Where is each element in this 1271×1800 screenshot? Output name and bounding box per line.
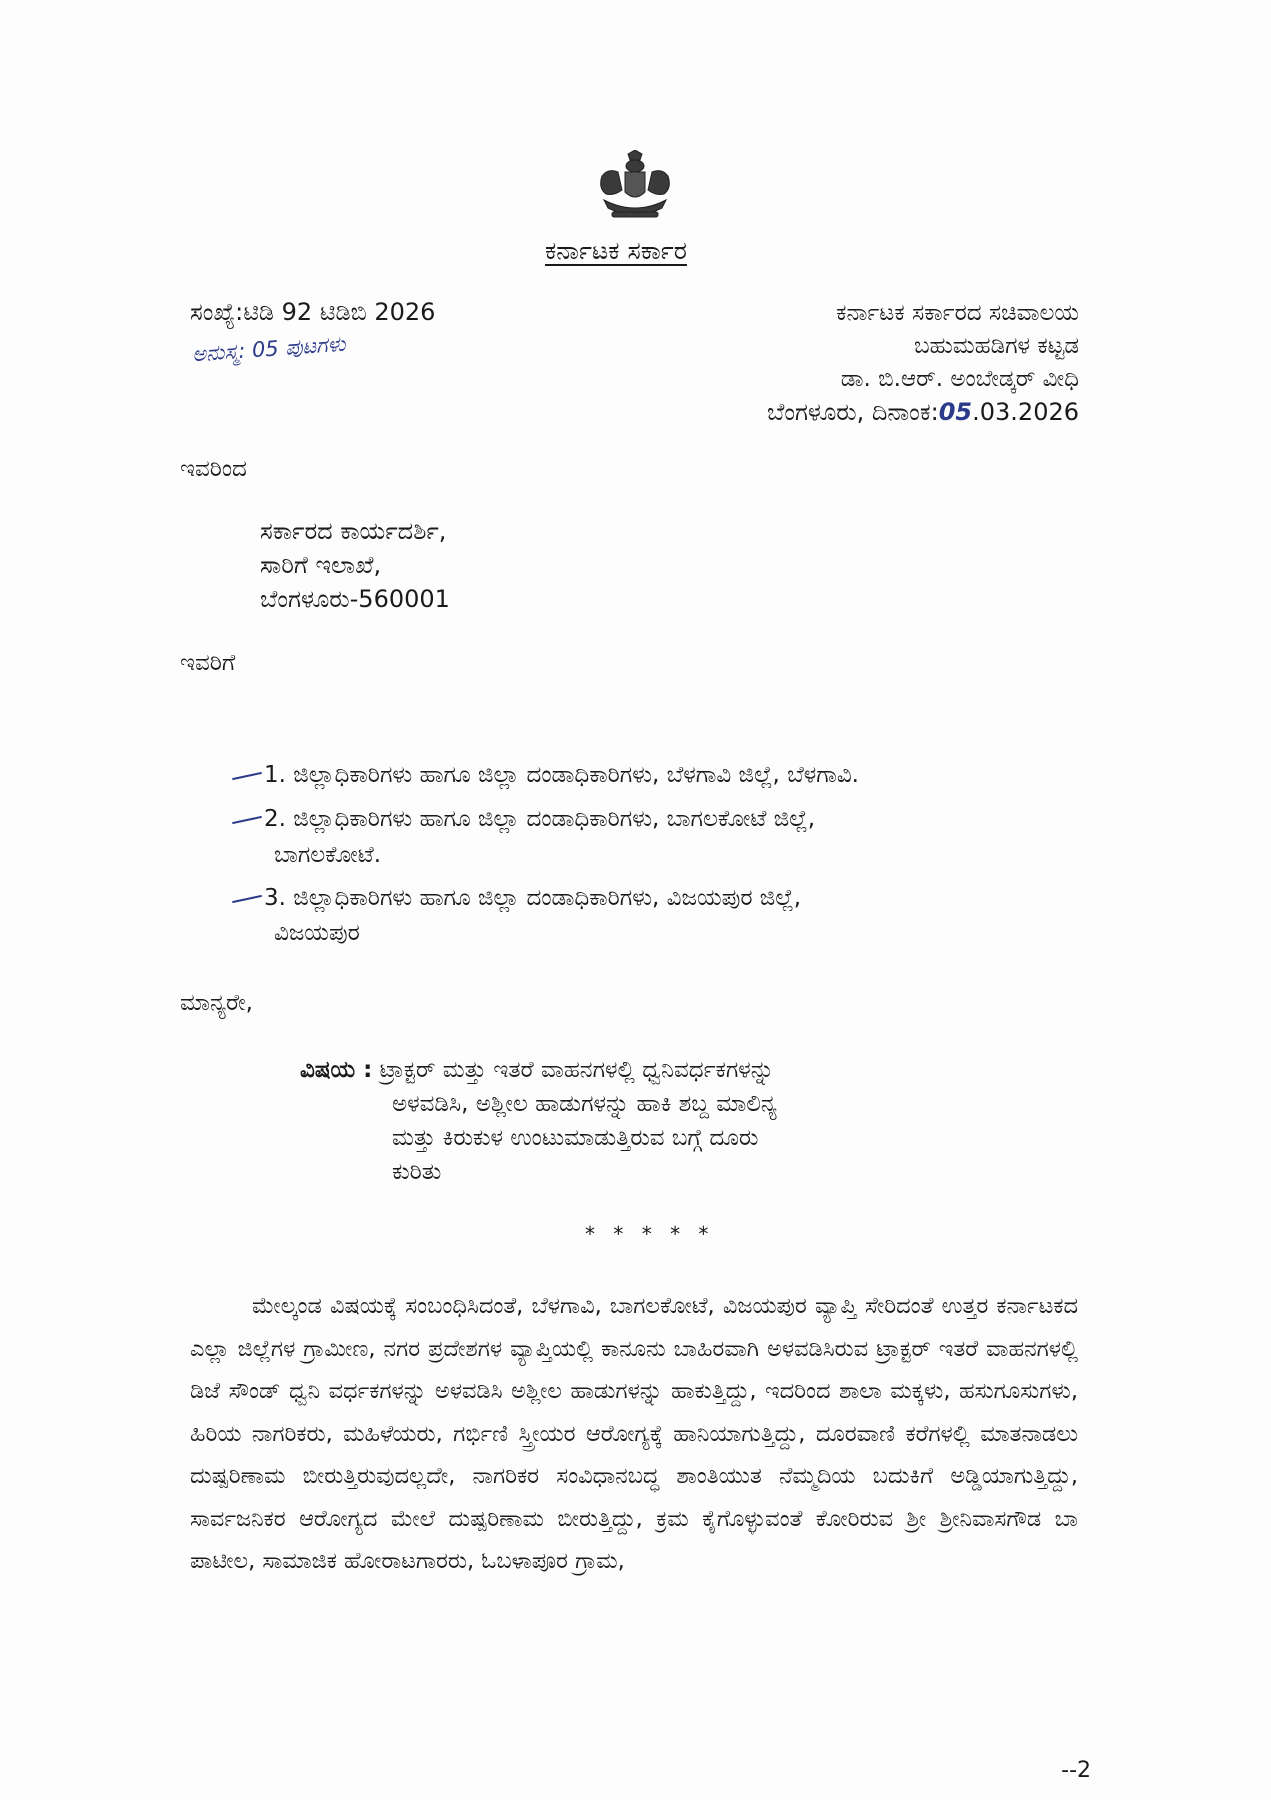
subject-line-2: ಅಳವಡಿಸಿ, ಅಶ್ಲೀಲ ಹಾಡುಗಳನ್ನು ಹಾಕಿ ಶಬ್ದ ಮಾಲಿನ್ಯ: [392, 1091, 777, 1117]
salutation: ಮಾನ್ಯರೇ,: [180, 990, 253, 1016]
recipient-3-line-1: 3. ಜಿಲ್ಲಾಧಿಕಾರಿಗಳು ಹಾಗೂ ಜಿಲ್ಲಾ ದಂಡಾಧಿಕಾರಿಗಳು, ವಿಜಯಪುರ ಜಿಲ್ಲೆ,: [264, 885, 802, 911]
recipient-1-tick-mark: [232, 771, 262, 779]
date-rest: .03.2026: [972, 398, 1079, 426]
subject-block: [300, 1053, 990, 1189]
karnataka-government-emblem-icon: [590, 150, 680, 230]
date-prefix: ಬೆಂಗಳೂರು, ದಿನಾಂಕ:: [766, 398, 939, 426]
section-separator: * * * * *: [585, 1222, 715, 1246]
recipient-3-tick-mark: [232, 894, 262, 902]
recipient-2: [232, 806, 815, 832]
from-line-1: ಸರ್ಕಾರದ ಕಾರ್ಯದರ್ಶಿ,: [260, 517, 447, 545]
recipient-1: [232, 762, 859, 788]
to-label: ಇವರಿಗೆ: [180, 650, 236, 676]
recipient-3-line-2: ವಿಜಯಪುರ: [274, 920, 360, 946]
letter-date: [767, 398, 1079, 426]
subject-line-1: ಟ್ರಾಕ್ಟರ್ ಮತ್ತು ಇತರೆ ವಾಹನಗಳಲ್ಲಿ ಧ್ವನಿವರ್ಧಕಗಳನ್ನು: [379, 1057, 774, 1083]
reference-number: ಸಂಖ್ಯೆ:ಟಿಡಿ 92 ಟಿಡಿಬಿ 2026: [190, 298, 436, 326]
from-label: ಇವರಿಂದ: [180, 456, 247, 482]
office-address-line-2: ಬಹುಮಹಡಿಗಳ ಕಟ್ಟಡ: [913, 333, 1079, 359]
recipient-2-line-2: ಬಾಗಲಕೋಟೆ.: [274, 842, 382, 868]
subject-label: ವಿಷಯ :: [300, 1057, 373, 1083]
recipient-2-tick-mark: [232, 815, 262, 823]
subject-line-3: ಮತ್ತು ಕಿರುಕುಳ ಉಂಟುಮಾಡುತ್ತಿರುವ ಬಗ್ಗೆ ದೂರು: [392, 1125, 759, 1151]
recipient-3: [232, 885, 801, 911]
recipient-2-line-1: 2. ಜಿಲ್ಲಾಧಿಕಾರಿಗಳು ಹಾಗೂ ಜಿಲ್ಲಾ ದಂಡಾಧಿಕಾರಿಗಳು, ಬಾಗಲಕೋಟೆ ಜಿಲ್ಲೆ,: [264, 806, 816, 832]
from-line-2: ಸಾರಿಗೆ ಇಲಾಖೆ,: [260, 551, 382, 579]
from-line-3: ಬೆಂಗಳೂರು-560001: [260, 585, 450, 613]
office-address-line-3: ಡಾ. ಬಿ.ಆರ್. ಅಂಬೇಡ್ಕರ್ ವೀಧಿ: [840, 366, 1079, 392]
handwritten-page-note: ಅನುಸ್ಮ: 05 ಪುಟಗಳು: [191, 331, 347, 367]
date-day-handwritten: 05: [938, 398, 973, 426]
recipient-1-line-1: 1. ಜಿಲ್ಲಾಧಿಕಾರಿಗಳು ಹಾಗೂ ಜಿಲ್ಲಾ ದಂಡಾಧಿಕಾರಿಗಳು, ಬೆಳಗಾವಿ ಜಿಲ್ಲೆ, ಬೆಳಗಾವಿ.: [264, 762, 859, 788]
next-page-indicator: --2: [1061, 1758, 1091, 1783]
body-paragraph: ಮೇಲ್ಕಂಡ ವಿಷಯಕ್ಕೆ ಸಂಬಂಧಿಸಿದಂತೆ, ಬೆಳಗಾವಿ, ಬಾಗಲಕೋಟೆ, ವಿಜಯಪುರ ವ್ಯಾಪ್ತಿ ಸೇರಿದಂತೆ ಉತ್ತರ ಕರ್ನಾಟಕದ ಎಲ್ಲಾ ಜಿಲ್ಲೆಗಳ ಗ್ರಾಮೀಣ, ನಗರ ಪ್ರದೇಶಗಳ ವ್ಯಾಪ್ತಿಯಲ್ಲಿ ಕಾನೂನು ಬಾಹಿರವಾಗಿ ಅಳವಡಿಸಿರುವ ಟ್ರಾಕ್ಟರ್ ಇತರೆ ವಾಹನಗಳಲ್ಲಿ ಡಿಜೆ ಸೌಂಡ್ ಧ್ವನಿ ವರ್ಧಕಗಳನ್ನು ಅಳವಡಿಸಿ ಅಶ್ಲೀಲ ಹಾಡುಗಳನ್ನು ಹಾಕುತ್ತಿದ್ದು, ಇದರಿಂದ ಶಾಲಾ ಮಕ್ಕಳು, ಹಸುಗೂಸುಗಳು, ಹಿರಿಯ ನಾಗರಿಕರು, ಮಹಿಳೆಯರು, ಗರ್ಭಿಣಿ ಸ್ತ್ರೀಯರ ಆರೋಗ್ಯಕ್ಕೆ ಹಾನಿಯಾಗುತ್ತಿದ್ದು, ದೂರವಾಣಿ ಕರೆಗಳಲ್ಲಿ ಮಾತನಾಡಲು ದುಷ್ಪರಿಣಾಮ ಬೀರುತ್ತಿರುವುದಲ್ಲದೇ, ನಾಗರಿಕರ ಸಂವಿಧಾನಬದ್ಧ ಶಾಂತಿಯುತ ನೆಮ್ಮದಿಯ ಬದುಕಿಗೆ ಅಡ್ಡಿಯಾಗುತ್ತಿದ್ದು, ಸಾರ್ವಜನಿಕರ ಆರೋಗ್ಯದ ಮೇಲೆ ದುಷ್ಪರಿಣಾಮ ಬೀರುತ್ತಿದ್ದು, ಕ್ರಮ ಕೈಗೊಳ್ಳುವಂತೆ ಕೋರಿರುವ ಶ್ರೀ ಶ್ರೀನಿವಾಸಗೌಡ ಬಾ ಪಾಟೀಲ, ಸಾಮಾಜಿಕ ಹೋರಾಟಗಾರರು, ಓಬಳಾಪೂರ ಗ್ರಾಮ,: [190, 1293, 1078, 1574]
government-title: ಕರ್ನಾಟಕ ಸರ್ಕಾರ: [545, 236, 687, 265]
subject-line-4: ಕುರಿತು: [392, 1159, 442, 1185]
office-address-line-1: ಕರ್ನಾಟಕ ಸರ್ಕಾರದ ಸಚಿವಾಲಯ: [836, 300, 1079, 326]
